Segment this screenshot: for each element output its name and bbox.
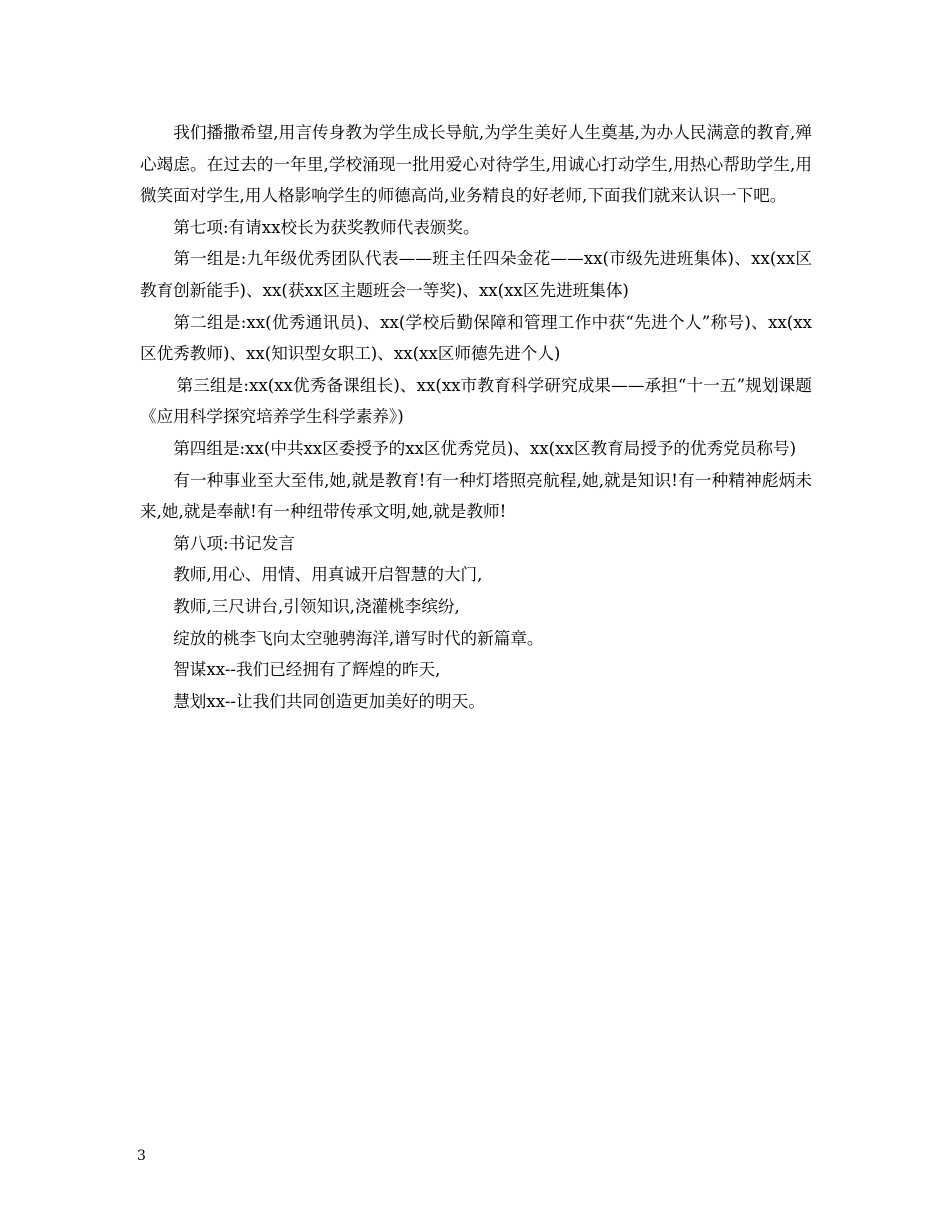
document-body <box>140 117 812 717</box>
verse-line-2: 教师,三尺讲台,引领知识,浇灌桃李缤纷, <box>173 596 460 616</box>
verse-line-5: 慧划xx--让我们共同创造更加美好的明天。 <box>173 691 485 711</box>
page-number: 3 <box>137 1148 146 1164</box>
paragraph-group-one: 第一组是:九年级优秀团队代表——班主任四朵金花——xx(市级先进班集体)、xx(xx区教育创新能手)、xx(获xx区主题班会一等奖)、xx(xx区先进班集体) <box>140 249 812 300</box>
verse-line-1: 教师,用心、用情、用真诚开启智慧的大门, <box>173 565 483 585</box>
verse-line-4: 智谋xx--我们已经拥有了辉煌的昨天, <box>173 660 441 680</box>
paragraph-item-seven: 第七项:有请xx校长为获奖教师代表颁奖。 <box>173 217 480 237</box>
verse-line-3: 绽放的桃李飞向太空驰骋海洋,谱写时代的新篇章。 <box>173 628 544 648</box>
paragraph-intro: 我们播撒希望,用言传身教为学生成长导航,为学生美好人生奠基,为办人民满意的教育,殚心竭虑。在过去的一年里,学校涌现一批用爱心对待学生,用诚心打动学生,用热心帮助学生,用微笑面对学生,用人格影响学生的师德高尚,业务精良的好老师,下面我们就来认识一下吧。 <box>140 123 812 206</box>
paragraph-group-three: 第三组是:xx(xx优秀备课组长)、xx(xx市教育科学研究成果——承担“十一五”规划课题《应用科学探究培养学生科学素养》) <box>140 375 812 427</box>
paragraph-group-four: 第四组是:xx(中共xx区委授予的xx区优秀党员)、xx(xx区教育局授予的优秀党员称号) <box>173 438 797 458</box>
paragraph-item-eight: 第八项:书记发言 <box>173 533 295 553</box>
paragraph-group-two: 第二组是:xx(优秀通讯员)、xx(学校后勤保障和管理工作中获“先进个人”称号)、xx(xx区优秀教师)、xx(知识型女职工)、xx(xx区师德先进个人) <box>140 312 812 364</box>
paragraph-education-praise: 有一种事业至大至伟,她,就是教育!有一种灯塔照亮航程,她,就是知识!有一种精神彪炳未来,她,就是奉献!有一种纽带传承文明,她,就是教师! <box>140 470 812 522</box>
